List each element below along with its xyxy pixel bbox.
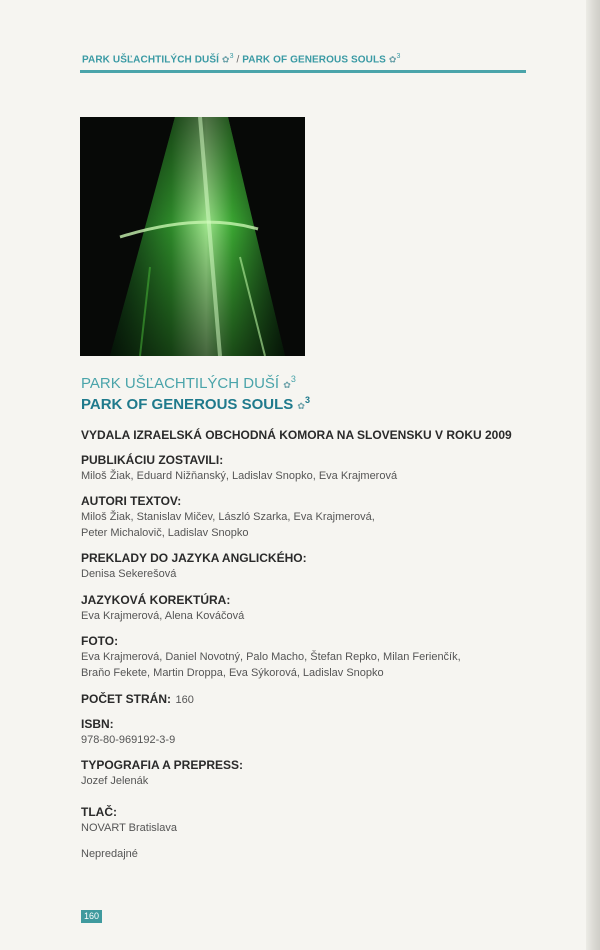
header-title-en: PARK OF GENEROUS SOULS — [242, 54, 386, 66]
proofreading-label: JAZYKOVÁ KOREKTÚRA: — [81, 593, 231, 607]
typography-label: TYPOGRAFIA A PREPRESS: — [81, 758, 244, 772]
photo-credits-label: FOTO: — [81, 634, 119, 648]
running-header — [82, 53, 400, 65]
header-sup-sk: 3 — [229, 53, 234, 60]
proofreading-block — [81, 592, 244, 624]
flower-icon: ✿ — [283, 380, 291, 390]
flower-icon: ✿ — [388, 54, 397, 65]
header-separator: / — [236, 54, 240, 66]
sculpture-image — [80, 117, 305, 356]
pages-block — [81, 690, 194, 708]
proofreading-value: Eva Krajmerová, Alena Kováčová — [81, 610, 245, 622]
print-value: NOVART Bratislava — [81, 822, 177, 834]
header-title-sk: PARK UŠĽACHTILÝCH DUŠÍ — [82, 54, 220, 66]
publisher-line: VYDALA IZRAELSKÁ OBCHODNÁ KOMORA NA SLOVENSKU V ROKU 2009 — [81, 428, 512, 442]
authors-label: AUTORI TEXTOV: — [81, 494, 182, 508]
title-sk-sup: 3 — [290, 374, 296, 384]
translation-value: Denisa Sekerešová — [81, 568, 177, 580]
typography-value: Jozef Jelenák — [81, 775, 149, 787]
green-sculpture-photo — [80, 117, 305, 356]
page-edge — [586, 0, 600, 950]
title-en-text: PARK OF GENEROUS SOULS — [81, 396, 294, 413]
isbn-block — [81, 716, 175, 748]
photo-credits-line1: Eva Krajmerová, Daniel Novotný, Palo Macho, Štefan Repko, Milan Ferienčík, — [81, 651, 461, 663]
translation-block — [81, 550, 307, 582]
isbn-label: ISBN: — [81, 717, 114, 731]
authors-block — [81, 493, 375, 541]
pages-value: 160 — [175, 694, 194, 706]
not-for-sale-block — [81, 846, 138, 862]
title-sk — [81, 374, 296, 392]
page-number: 160 — [81, 910, 102, 923]
title-en — [81, 395, 310, 413]
compilers-block — [81, 452, 397, 484]
title-en-sup: 3 — [304, 395, 310, 405]
isbn-value: 978-80-969192-3-9 — [81, 734, 176, 746]
photo-credits-line2: Braňo Fekete, Martin Droppa, Eva Sýkorová, Ladislav Snopko — [81, 667, 384, 679]
header-rule — [80, 70, 526, 73]
flower-icon: ✿ — [297, 401, 305, 411]
compilers-value: Miloš Žiak, Eduard Nižňanský, Ladislav Snopko, Eva Krajmerová — [81, 470, 398, 482]
authors-line1: Miloš Žiak, Stanislav Mičev, László Szarka, Eva Krajmerová, — [81, 511, 375, 523]
authors-line2: Peter Michalovič, Ladislav Snopko — [81, 527, 249, 539]
translation-label: PREKLADY DO JAZYKA ANGLICKÉHO: — [81, 551, 307, 565]
header-sup-en: 3 — [396, 53, 401, 60]
print-label: TLAČ: — [81, 805, 117, 819]
print-block — [81, 804, 177, 836]
not-for-sale: Nepredajné — [81, 848, 138, 860]
photo-credits-block — [81, 633, 461, 681]
compilers-label: PUBLIKÁCIU ZOSTAVILI: — [81, 453, 224, 467]
typography-block — [81, 757, 243, 789]
flower-icon: ✿ — [221, 54, 230, 65]
pages-label: POČET STRÁN: — [81, 692, 171, 706]
title-sk-text: PARK UŠĽACHTILÝCH DUŠÍ — [81, 375, 280, 392]
